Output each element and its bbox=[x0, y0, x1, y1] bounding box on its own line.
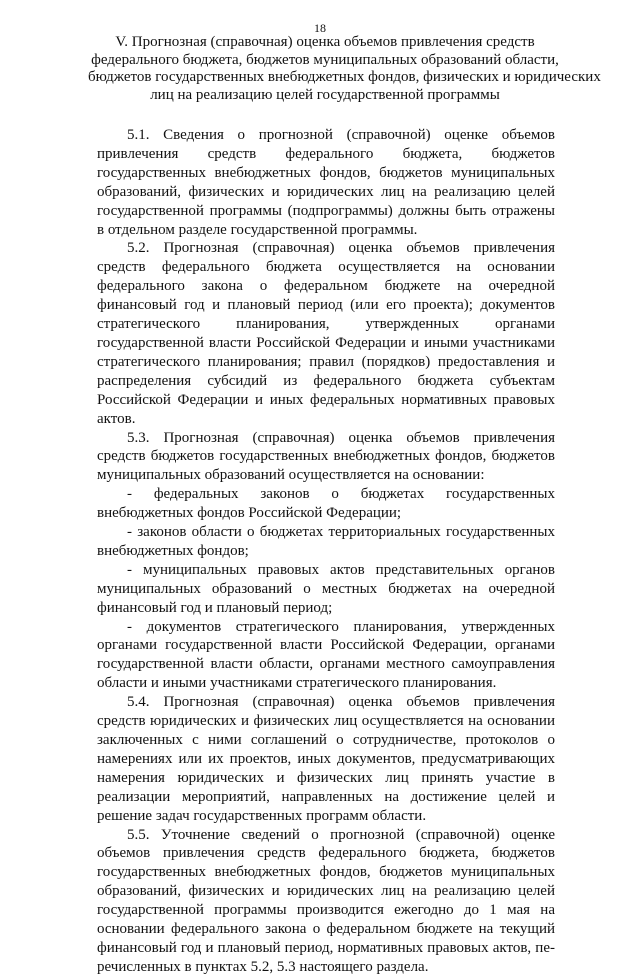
section-title-line: федерального бюджета, бюджетов муниципальных образований области, bbox=[91, 51, 559, 68]
list-item-strategic-documents: - документов стратегического планирования, утвержденных органами государственной власти Российской Федерации, органами государственной власти области, органами местного самоуправления области и иными участниками стратегического планирования. bbox=[97, 618, 555, 692]
section-title-line: V. Прогнозная (справочная) оценка объемов привлечения средств bbox=[115, 34, 535, 50]
list-item-federal-laws: - федеральных законов о бюджетах государственных внебюджетных фондов Российской Федерации; bbox=[97, 486, 555, 522]
section-body bbox=[97, 126, 555, 977]
paragraph-5-5: 5.5. Уточнение сведений о прогнозной (справочной) оценке объемов привлечения средств федерального бюджета, бюджетов государственных внебюджетных фондов, бюджетов муниципальных образований, физических и юридических лиц на реализацию целей государственной программы производится ежегодно до 1 мая на основании федерального закона о федеральном бюджете на текущий финансовый год и плановый период, нормативных правовых актов, перечисленных в пунктах 5.2, 5.3 настоящего раздела. bbox=[97, 826, 555, 975]
list-item-municipal-acts: - муниципальных правовых актов представительных органов муниципальных образований о местных бюджетах на очередной финансовый год и плановый период; bbox=[97, 561, 555, 616]
section-title bbox=[88, 34, 601, 104]
section-title-line: бюджетов государственных внебюджетных фондов, физических и юридических bbox=[88, 69, 601, 85]
section-title-line: лиц на реализацию целей государственной программы bbox=[150, 86, 500, 103]
paragraph-5-1: 5.1. Сведения о прогнозной (справочной) оценке объемов привлечения средств федерального бюджета, бюджетов государственных внебюджетных фондов, бюджетов муниципальных образований, физических и юридических лиц на реализацию целей государственной программы (подпрограммы) должны быть отражены в отдельном разделе государственной программы. bbox=[97, 127, 555, 238]
paragraph-5-3: 5.3. Прогнозная (справочная) оценка объемов привлечения средств бюджетов государственных внебюджетных фондов, бюджетов муниципальных образований осуществляется на основании: bbox=[97, 429, 555, 484]
list-item-regional-laws: - законов области о бюджетах территориальных государственных внебюджетных фондов; bbox=[97, 524, 555, 559]
paragraph-5-2: 5.2. Прогнозная (справочная) оценка объемов привлечения средств федерального бюджета осуществляется на основании федерального закона о федеральном бюджете на очередной финансовый год и плановый период (или его проекта); документов стратегического планирования, утвержденных органами государственной власти Российской Федерации и иными участниками стратегического планирования; правил (порядков) предоставления и распределения субсидий из федерального бюджета субъектам Российской Федерации и иных федеральных нормативных правовых актов. bbox=[97, 240, 555, 427]
page-number: 18 bbox=[314, 21, 326, 35]
paragraph-5-4: 5.4. Прогнозная (справочная) оценка объемов привлечения средств юридических и физических лиц осуществляется на основании заключенных с ними соглашений о сотрудничестве, протоколов о намерениях или их проектов, иных документов, предусматривающих намерения юридических и физических лиц принять участие в реализации мероприятий, направленных на достижение целей и решение задач государственных программ области. bbox=[97, 694, 555, 824]
